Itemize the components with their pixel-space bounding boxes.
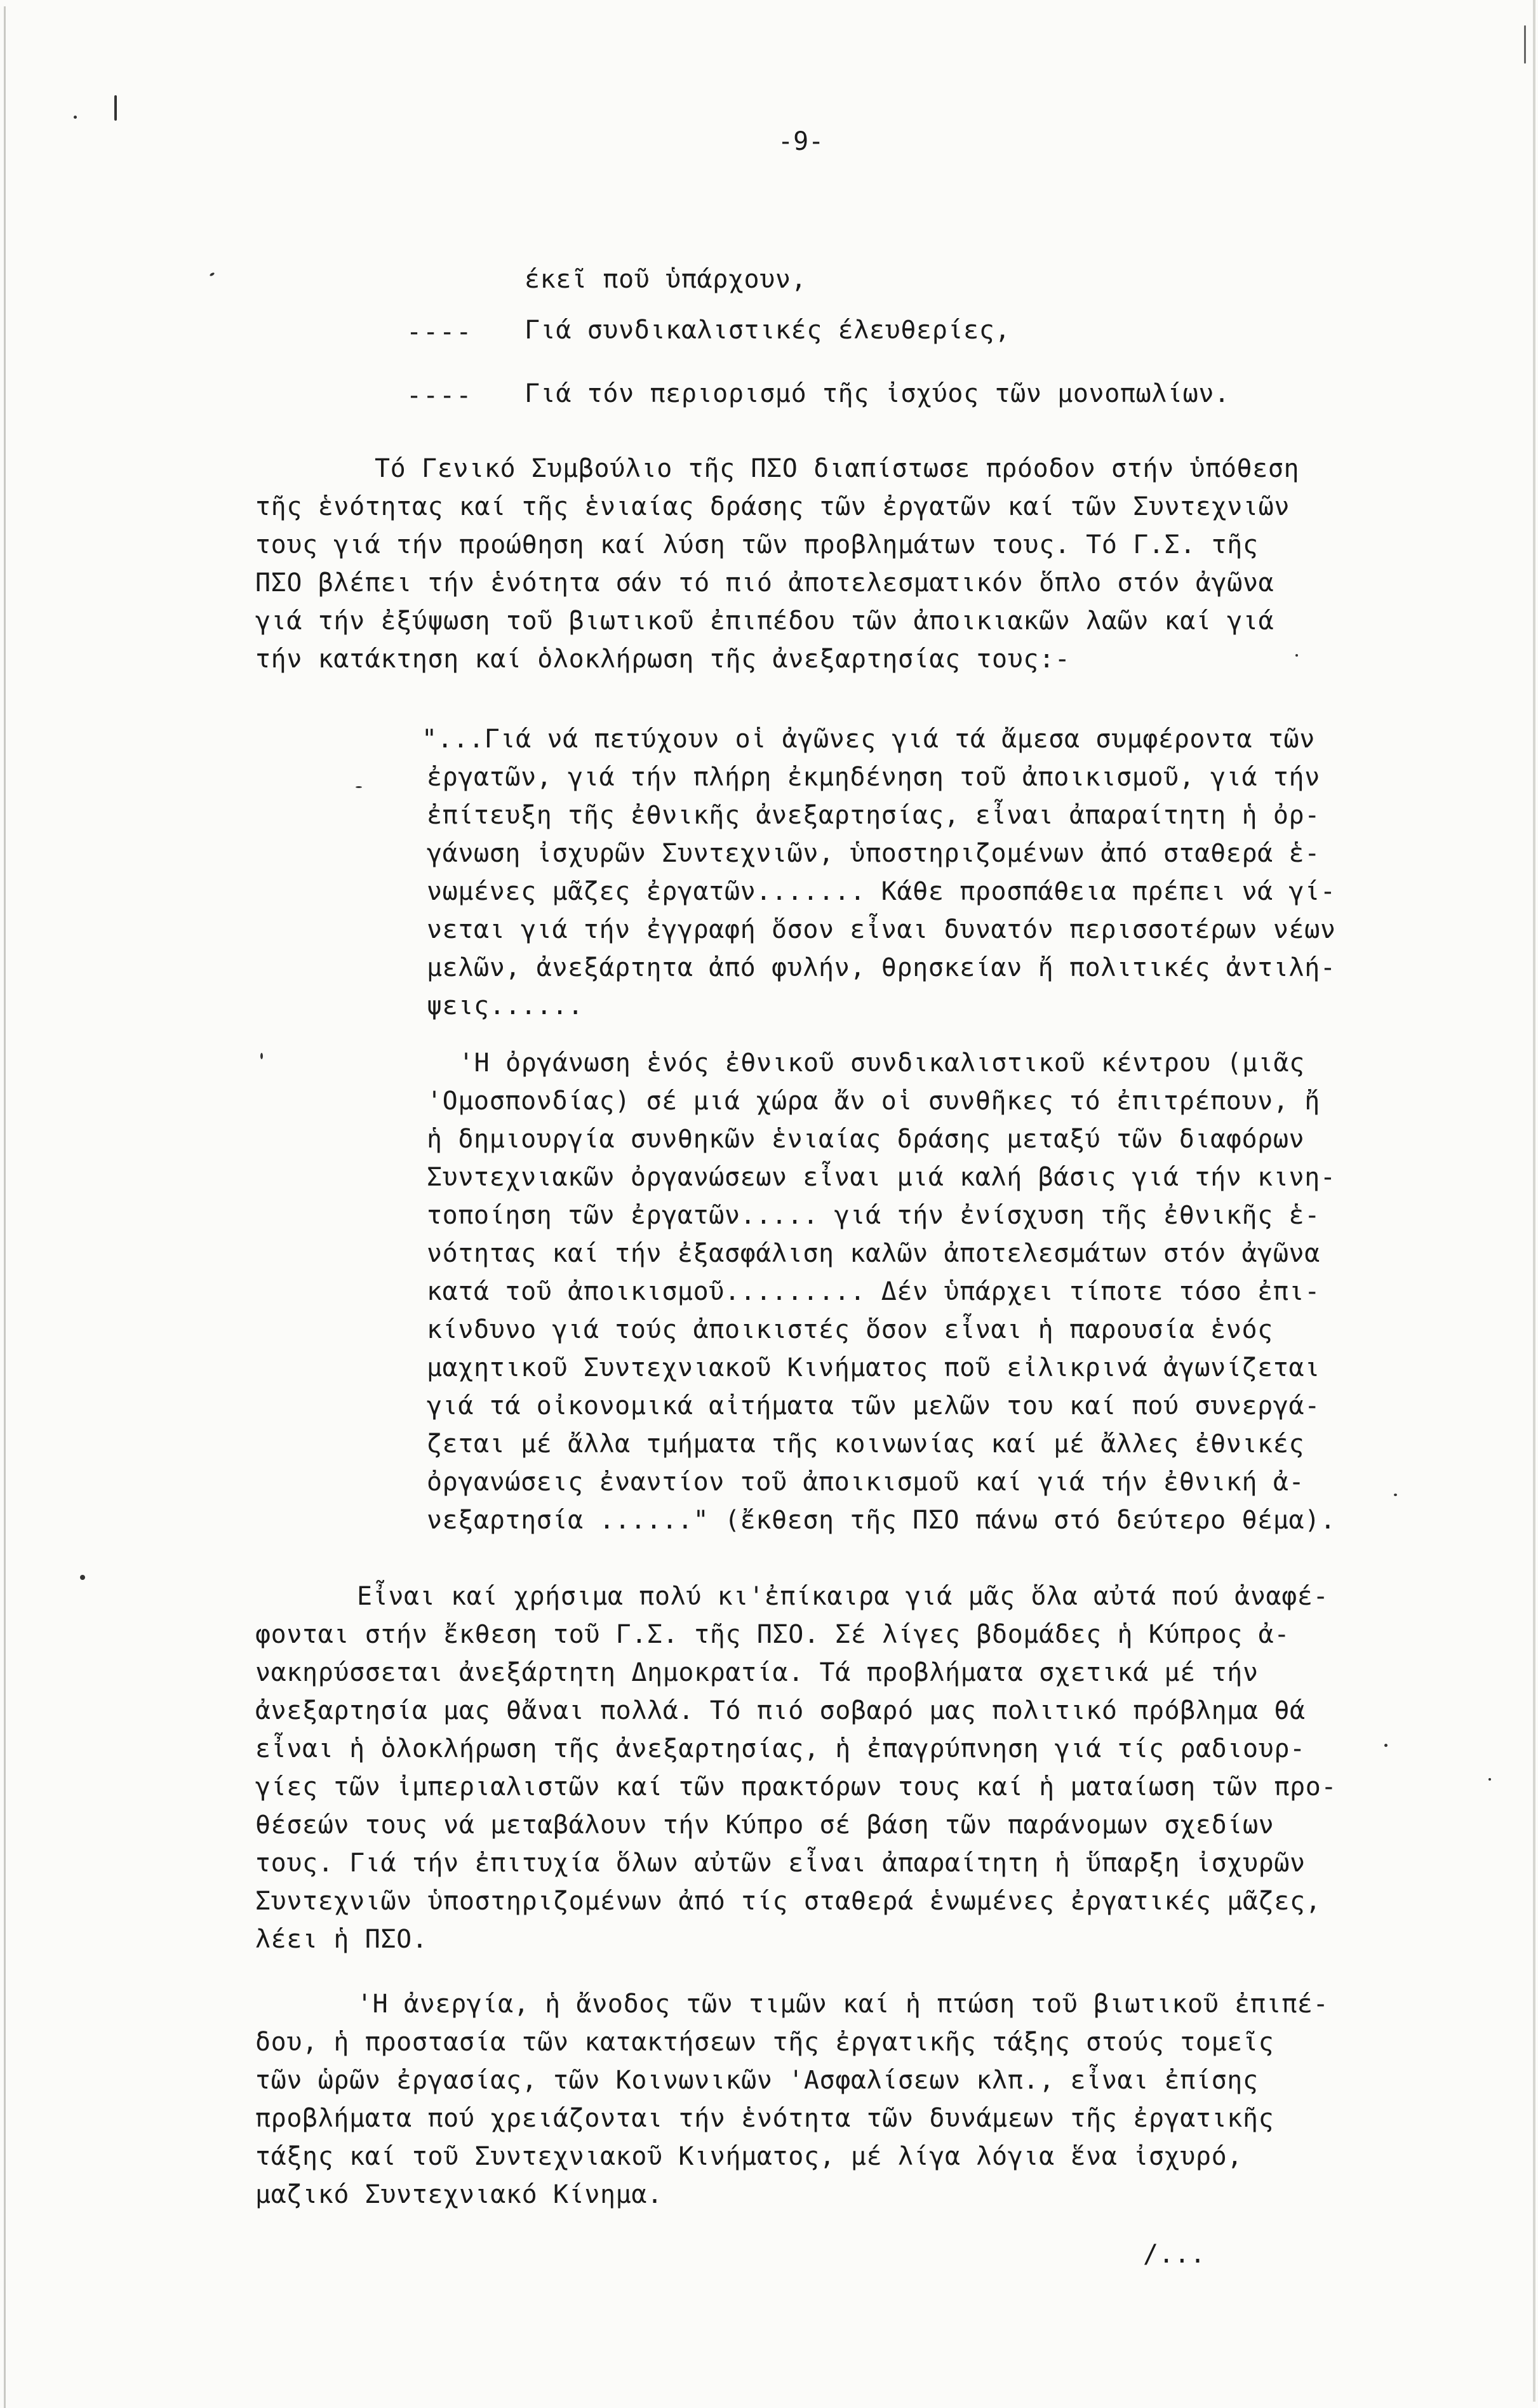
quote-line: νεται γιά τήν ἐγγραφή ὅσον εἶναι δυνατόν περισσοτέρων νέων [427, 915, 1336, 944]
quote-line: ζεται μέ ἄλλα τμήματα τῆς κοινωνίας καί μέ ἄλλες ἐθνικές [427, 1429, 1305, 1459]
scan-speck [114, 95, 117, 121]
paragraph-line: τάξης καί τοῦ Συντεχνιακοῦ Κινήματος, μέ λίγα λόγια ἕνα ἰσχυρό, [255, 2142, 1243, 2171]
page-number: -9- [778, 127, 824, 156]
quote-line: 'Η ὀργάνωση ἑνός ἐθνικοῦ συνδικαλιστικοῦ κέντρου (μιᾶς [458, 1048, 1305, 1078]
paragraph-line: ἀνεξαρτησία μας θἄναι πολλά. Τό πιό σοβαρό μας πολιτικό πρόβλημα θά [255, 1696, 1306, 1725]
quote-line: νεξαρτησία ......" (ἔκθεση τῆς ΠΣΟ πάνω στό δεύτερο θέμα). [427, 1506, 1336, 1535]
scan-speck [1295, 654, 1298, 657]
paragraph-line: τήν κατάκτηση καί ὁλοκλήρωση τῆς ἀνεξαρτησίας τους:- [255, 645, 1071, 674]
intro-line-1: έκεῖ ποῦ ὑπάρχουν, [525, 265, 807, 294]
scan-speck [1488, 1778, 1491, 1781]
scan-speck [260, 1053, 263, 1059]
quote-line: γιά τά οἰκονομικά αἰτήματα τῶν μελῶν του καί πού συνεργά- [427, 1391, 1320, 1421]
scan-speck [74, 116, 77, 119]
quote-line: νωμένες μᾶζες ἐργατῶν....... Κάθε προσπάθεια πρέπει νά γί- [427, 877, 1336, 906]
quote-line: ἐπίτευξη τῆς ἐθνικῆς ἀνεξαρτησίας, εἶναι ἀπαραίτητη ἡ ὀρ- [427, 801, 1320, 830]
list-dash-2: ---- [406, 381, 473, 410]
continuation-mark: /... [1143, 2240, 1206, 2269]
paragraph-line: φονται στήν ἔκθεση τοῦ Γ.Σ. τῆς ΠΣΟ. Σέ λίγες βδομάδες ἡ Κύπρος ἀ- [255, 1620, 1290, 1649]
intro-line-2: Γιά συνδικαλιστικές έλευθερίες, [525, 316, 1011, 345]
paragraph-line: λέει ἡ ΠΣΟ. [255, 1925, 428, 1954]
quote-line: ἐργατῶν, γιά τήν πλήρη ἐκμηδένηση τοῦ ἀποικισμοῦ, γιά τήν [427, 763, 1320, 792]
quote-line: τοποίηση τῶν ἐργατῶν..... γιά τήν ἐνίσχυση τῆς ἐθνικῆς ἑ- [427, 1201, 1320, 1230]
scan-speck [210, 272, 215, 276]
paragraph-line: Εἶναι καί χρήσιμα πολύ κι'ἐπίκαιρα γιά μᾶς ὅλα αὐτά πού ἀναφέ- [357, 1582, 1329, 1611]
quote-line: ψεις...... [427, 991, 584, 1020]
paragraph-line: μαζικό Συντεχνιακό Κίνημα. [255, 2180, 663, 2209]
scan-speck [1524, 25, 1526, 64]
paragraph-line: θέσεών τους νά μεταβάλουν τήν Κύπρο σέ βάση τῶν παράνομων σχεδίων [255, 1810, 1274, 1840]
scan-speck [1394, 1494, 1397, 1496]
paragraph-line: τῶν ὡρῶν ἐργασίας, τῶν Κοινωνικῶν 'Ασφαλίσεων κλπ., εἶναι ἐπίσης [255, 2066, 1259, 2095]
quote-line: κίνδυνο γιά τούς ἀποικιστές ὅσον εἶναι ἡ παρουσία ἑνός [427, 1315, 1273, 1344]
quote-line: ὀργανώσεις ἐναντίον τοῦ ἀποικισμοῦ καί γιά τήν ἐθνική ἀ- [427, 1468, 1305, 1497]
paragraph-line: προβλήματα πού χρειάζονται τήν ἑνότητα τῶν δυνάμεων τῆς ἐργατικῆς [255, 2104, 1274, 2133]
paragraph-line: γιά τήν ἐξύψωση τοῦ βιωτικοῦ ἐπιπέδου τῶν ἀποικιακῶν λαῶν καί γιά [255, 606, 1274, 636]
paragraph-line: ΠΣΟ βλέπει τήν ἑνότητα σάν τό πιό ἀποτελεσματικόν ὅπλο στόν ἀγῶνα [255, 568, 1274, 598]
quote-line: "...Γιά νά πετύχουν οἱ ἀγῶνες γιά τά ἄμεσα συμφέροντα τῶν [422, 725, 1315, 754]
quote-line: κατά τοῦ ἀποικισμοῦ......... Δέν ὑπάρχει τίποτε τόσο ἐπι- [427, 1277, 1320, 1306]
scan-speck [4, 6, 6, 2408]
scan-speck [1384, 1744, 1388, 1747]
quote-line: ἡ δημιουργία συνθηκῶν ἑνιαίας δράσης μεταξύ τῶν διαφόρων [427, 1125, 1305, 1154]
quote-line: μαχητικοῦ Συντεχνιακοῦ Κινήματος ποῦ εἰλικρινά ἀγωνίζεται [427, 1353, 1320, 1382]
paragraph-line: τῆς ἑνότητας καί τῆς ἑνιαίας δράσης τῶν ἐργατῶν καί τῶν Συντεχνιῶν [255, 492, 1290, 521]
quote-line: γάνωση ἰσχυρῶν Συντεχνιῶν, ὑποστηριζομένων ἀπό σταθερά ἑ- [427, 839, 1320, 868]
paragraph-line: νακηρύσσεται ἀνεξάρτητη Δημοκρατία. Τά προβλήματα σχετικά μέ τήν [255, 1658, 1259, 1687]
scan-speck [80, 1575, 85, 1580]
paragraph-line: εἶναι ἡ ὁλοκλήρωση τῆς ἀνεξαρτησίας, ἡ ἐπαγρύπνηση γιά τίς ραδιουρ- [255, 1734, 1306, 1763]
quote-line: Συντεχνιακῶν ὀργανώσεων εἶναι μιά καλή βάσις γιά τήν κινη- [427, 1163, 1336, 1192]
paragraph-line: 'Η ἀνεργία, ἡ ἄνοδος τῶν τιμῶν καί ἡ πτώση τοῦ βιωτικοῦ ἐπιπέ- [357, 1990, 1329, 2019]
quote-line: μελῶν, ἀνεξάρτητα ἀπό φυλήν, θρησκείαν ἤ πολιτικές ἀντιλή- [427, 953, 1336, 982]
scan-speck [356, 786, 362, 788]
paragraph-line: γίες τῶν ἰμπεριαλιστῶν καί τῶν πρακτόρων τους καί ἡ ματαίωση τῶν προ- [255, 1772, 1337, 1802]
paragraph-line: τους. Γιά τήν ἐπιτυχία ὅλων αὐτῶν εἶναι ἀπαραίτητη ἡ ὕπαρξη ἰσχυρῶν [255, 1849, 1306, 1878]
intro-line-3: Γιά τόν περιορισμό τῆς ἰσχύος τῶν μονοπωλίων. [525, 379, 1230, 408]
paragraph-line: Συντεχνιῶν ὑποστηριζομένων ἀπό τίς σταθερά ἑνωμένες ἐργατικές μᾶζες, [255, 1887, 1321, 1916]
paragraph-line: Τό Γενικό Συμβούλιο τῆς ΠΣΟ διαπίστωσε πρόοδον στήν ὑπόθεση [375, 454, 1300, 483]
paragraph-line: τους γιά τήν προώθηση καί λύση τῶν προβλημάτων τους. Τό Γ.Σ. τῆς [255, 530, 1259, 559]
scan-speck [1533, 0, 1535, 2402]
paragraph-line: δου, ἡ προστασία τῶν κατακτήσεων τῆς ἐργατικῆς τάξης στούς τομεῖς [255, 2028, 1274, 2057]
quote-line: νότητας καί τήν ἐξασφάλιση καλῶν ἀποτελεσμάτων στόν ἀγῶνα [427, 1239, 1320, 1268]
quote-line: 'Ομοσπονδίας) σέ μιά χώρα ἄν οἱ συνθῆκες τό ἐπιτρέπουν, ἤ [427, 1087, 1320, 1116]
list-dash-1: ---- [406, 318, 473, 347]
